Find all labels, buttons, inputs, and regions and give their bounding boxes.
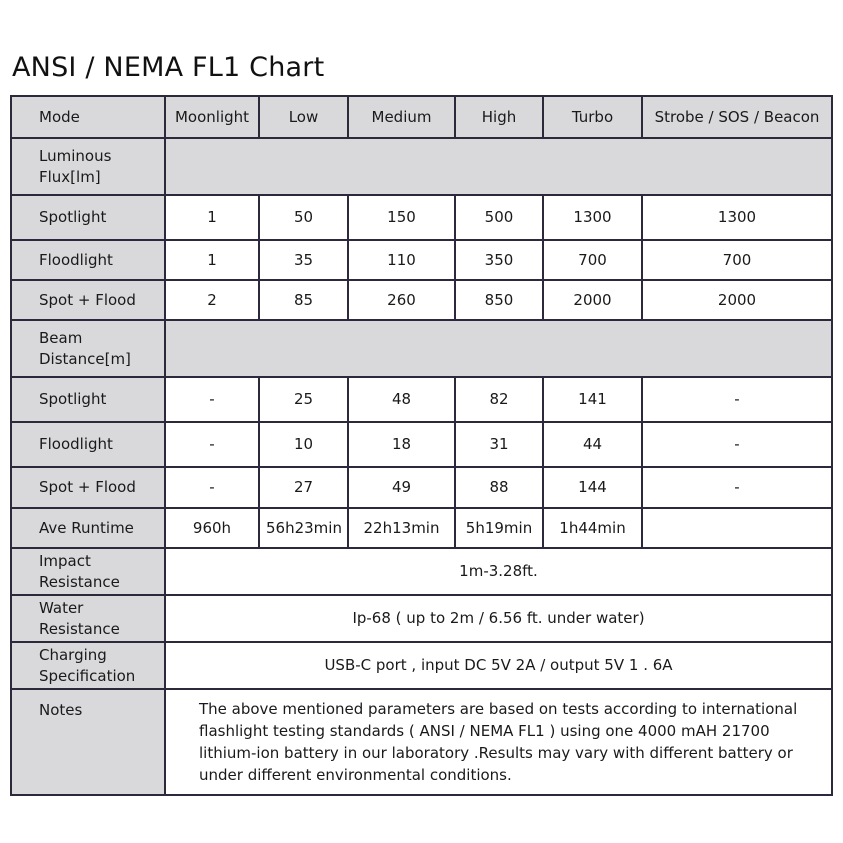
table-cell: 960h [165, 508, 259, 548]
table-cell: 85 [259, 280, 348, 320]
table-row [11, 195, 832, 240]
table-cell: - [642, 467, 832, 508]
table-cell [642, 508, 832, 548]
table-cell: 700 [642, 240, 832, 280]
table-cell: 18 [348, 422, 455, 467]
table-cell: 850 [455, 280, 543, 320]
table-cell: 1300 [543, 195, 642, 240]
table-cell: 350 [455, 240, 543, 280]
table-cell: 500 [455, 195, 543, 240]
table-cell: 144 [543, 467, 642, 508]
table-row [11, 467, 832, 508]
table-cell: - [165, 377, 259, 422]
table-cell: 27 [259, 467, 348, 508]
notes-label: Notes [11, 689, 165, 795]
table-cell: - [165, 467, 259, 508]
flux-floodlight-label: Floodlight [11, 240, 165, 280]
beam-section-band [165, 320, 832, 377]
table-cell: - [165, 422, 259, 467]
flux-spotlight-label: Spotlight [11, 195, 165, 240]
table-row [11, 377, 832, 422]
header-moonlight: Moonlight [165, 96, 259, 138]
table-cell: 49 [348, 467, 455, 508]
table-cell: 1 [165, 195, 259, 240]
impact-value: 1m-3.28ft. [165, 548, 832, 595]
table-cell: 260 [348, 280, 455, 320]
table-cell: 35 [259, 240, 348, 280]
flux-spotflood-label: Spot + Flood [11, 280, 165, 320]
table-cell: 2000 [642, 280, 832, 320]
header-strobe: Strobe / SOS / Beacon [642, 96, 832, 138]
table-row [11, 240, 832, 280]
header-high: High [455, 96, 543, 138]
charging-label: Charging Specification [11, 642, 165, 689]
table-cell: 48 [348, 377, 455, 422]
beam-floodlight-label: Floodlight [11, 422, 165, 467]
water-row [11, 595, 832, 642]
notes-row [11, 689, 832, 795]
header-mode: Mode [11, 96, 165, 138]
table-cell: 110 [348, 240, 455, 280]
table-cell: 5h19min [455, 508, 543, 548]
notes-value: The above mentioned parameters are based on tests according to international flashlight testing standards ( ANSI / NEMA FL1 ) using one 4000 mAH 21700 lithium-ion battery in our laboratory .Results may vary with different battery or under different environmental conditions. [165, 689, 832, 795]
table-cell: 10 [259, 422, 348, 467]
runtime-label: Ave Runtime [11, 508, 165, 548]
table-cell: 1300 [642, 195, 832, 240]
impact-label: Impact Resistance [11, 548, 165, 595]
table-row [11, 422, 832, 467]
header-row [11, 96, 832, 138]
table-cell: 150 [348, 195, 455, 240]
table-cell: 25 [259, 377, 348, 422]
water-label: Water Resistance [11, 595, 165, 642]
table-cell: 88 [455, 467, 543, 508]
chart-title: ANSI / NEMA FL1 Chart [12, 52, 325, 83]
table-cell: - [642, 422, 832, 467]
table-cell: 141 [543, 377, 642, 422]
table-cell: 31 [455, 422, 543, 467]
charging-value: USB-C port , input DC 5V 2A / output 5V 1 . 6A [165, 642, 832, 689]
impact-row [11, 548, 832, 595]
table-cell: 2000 [543, 280, 642, 320]
header-medium: Medium [348, 96, 455, 138]
flux-section-label: Luminous Flux[lm] [11, 138, 165, 195]
water-value: Ip-68 ( up to 2m / 6.56 ft. under water) [165, 595, 832, 642]
table-cell: 700 [543, 240, 642, 280]
table-cell: 1h44min [543, 508, 642, 548]
spec-table [10, 95, 833, 796]
beam-section-row [11, 320, 832, 377]
table-cell: - [642, 377, 832, 422]
table-cell: 1 [165, 240, 259, 280]
beam-spotlight-label: Spotlight [11, 377, 165, 422]
table-cell: 56h23min [259, 508, 348, 548]
table-cell: 22h13min [348, 508, 455, 548]
flux-section-row [11, 138, 832, 195]
table-cell: 44 [543, 422, 642, 467]
beam-section-label: Beam Distance[m] [11, 320, 165, 377]
header-turbo: Turbo [543, 96, 642, 138]
flux-section-band [165, 138, 832, 195]
table-row [11, 280, 832, 320]
header-low: Low [259, 96, 348, 138]
table-cell: 82 [455, 377, 543, 422]
beam-spotflood-label: Spot + Flood [11, 467, 165, 508]
table-cell: 50 [259, 195, 348, 240]
runtime-row [11, 508, 832, 548]
table-cell: 2 [165, 280, 259, 320]
charging-row [11, 642, 832, 689]
